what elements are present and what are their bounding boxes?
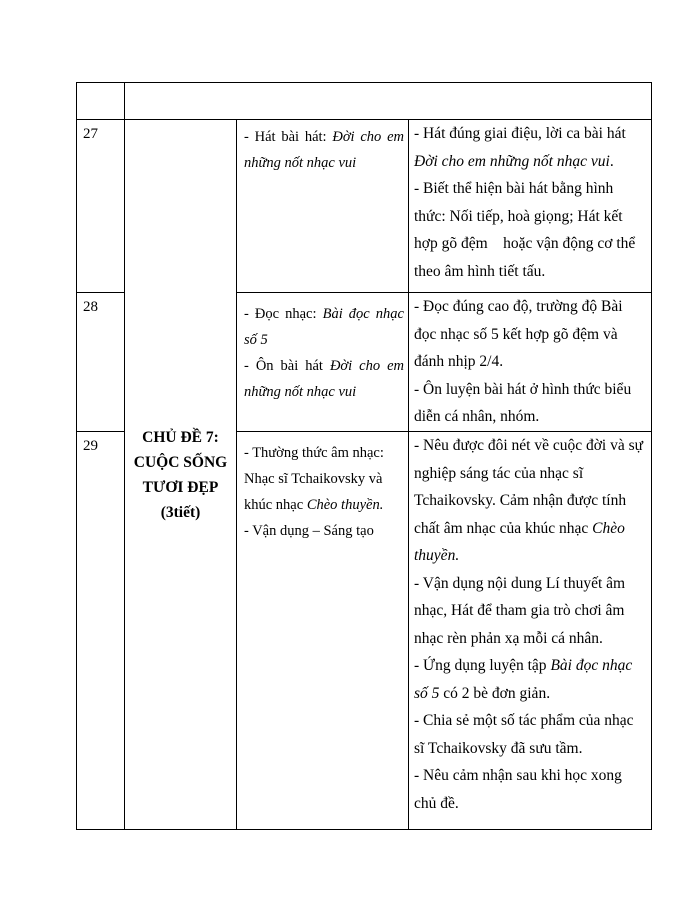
requirement-text: - Hát đúng giai điệu, lời ca bài hát — [414, 125, 626, 142]
requirement-item — [414, 432, 647, 570]
requirement-item: - Ôn luyện bài hát ở hình thức biểu diễn cá nhân, nhóm. — [414, 380, 632, 425]
content-item: - Vận dụng – Sáng tạo — [244, 523, 374, 539]
exercise-title: Bài đọc nhạc số 5 — [244, 306, 404, 348]
topic-cell — [125, 120, 237, 830]
content-text: - Đọc nhạc: — [244, 306, 323, 322]
header-cell-content — [125, 83, 652, 120]
content-cell — [237, 432, 409, 830]
requirement-item — [414, 120, 647, 175]
content-item — [244, 301, 404, 353]
lesson-number: 27 — [77, 120, 125, 293]
music-piece-title: Chèo thuyền. — [414, 519, 625, 564]
content-text: - Ôn bài hát — [244, 358, 330, 374]
table-row — [77, 120, 652, 293]
header-row — [77, 83, 652, 120]
requirements-cell — [409, 432, 652, 830]
requirement-item: - Nêu cảm nhận sau khi học xong chủ đề. — [414, 767, 622, 812]
song-title: Đời cho em những nốt nhạc vui — [244, 129, 404, 171]
content-cell — [237, 120, 409, 293]
topic-line: (3tiết) — [160, 503, 201, 521]
requirement-item: - Chia sẻ một số tác phẩm của nhạc sĩ Tchaikovsky đã sưu tầm. — [414, 712, 634, 757]
header-cell-number — [77, 83, 125, 120]
lesson-plan-table — [76, 82, 652, 830]
lesson-number: 28 — [77, 293, 125, 432]
lesson-number: 29 — [77, 432, 125, 830]
requirement-text: có 2 bè đơn giản. — [439, 684, 551, 702]
requirement-text: - Nêu được đôi nét về cuộc đời và sự nghiệp sáng tác của nhạc sĩ Tchaikovsky. Cảm nhận được tính chất âm nhạc của khúc nhạc — [414, 437, 644, 537]
exercise-title: Bài đọc nhạc số 5 — [414, 657, 633, 702]
requirements-cell — [409, 293, 652, 432]
topic-line: CUỘC SỐNG — [133, 453, 228, 471]
content-item — [244, 353, 404, 405]
topic-line: TƯƠI ĐẸP — [142, 478, 219, 496]
requirement-text: . — [609, 152, 614, 170]
song-title: Đời cho em những nốt nhạc vui — [414, 152, 610, 170]
requirement-item: - Vận dụng nội dung Lí thuyết âm nhạc, Hát để tham gia trò chơi âm nhạc rèn phản xạ mỗi cá nhân. — [414, 574, 626, 647]
content-cell — [237, 293, 409, 432]
topic-line: CHỦ ĐỀ 7: — [142, 428, 219, 446]
requirement-text: - Ứng dụng luyện tập — [414, 657, 551, 674]
content-text: - Hát bài hát: — [244, 129, 333, 145]
requirement-item: - Đọc đúng cao độ, trường độ Bài đọc nhạc số 5 kết hợp gõ đệm và đánh nhịp 2/4. — [414, 298, 623, 370]
content-item — [244, 440, 404, 518]
song-title: Đời cho em những nốt nhạc vui — [244, 358, 404, 400]
requirement-item: - Biết thể hiện bài hát bằng hình thức: Nối tiếp, hoà giọng; Hát kết hợp gõ đệm hoặc vận động cơ thể theo âm hình tiết tấu. — [414, 180, 640, 280]
requirement-item — [414, 652, 647, 707]
requirements-cell — [409, 120, 652, 293]
music-piece-title: Chèo thuyền. — [306, 497, 384, 513]
content-text: - Thường thức âm nhạc: Nhạc sĩ Tchaikovsky và khúc nhạc — [244, 445, 384, 513]
